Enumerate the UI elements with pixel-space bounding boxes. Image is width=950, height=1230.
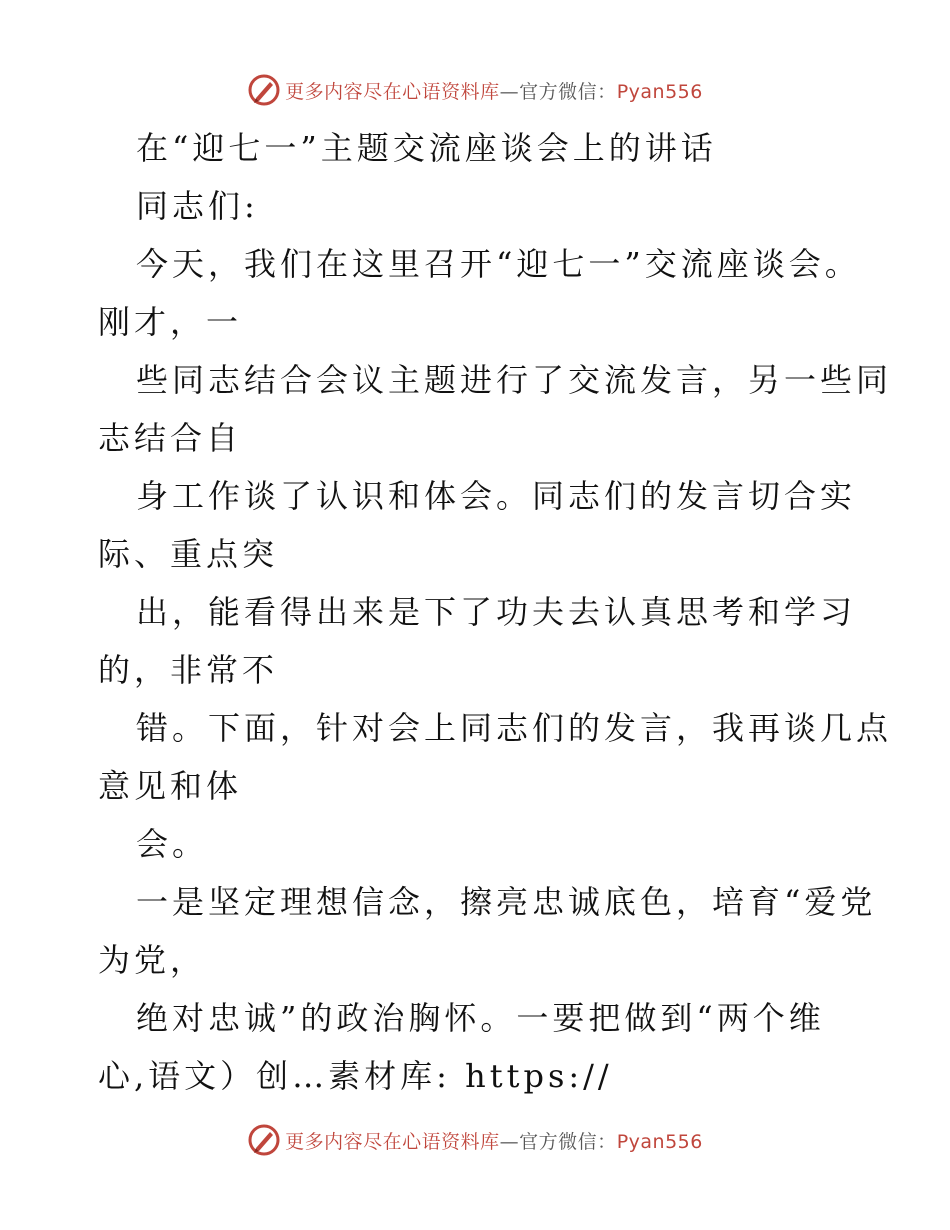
text-line: 身工作谈了认识和体会。同志们的发言切合实	[136, 477, 857, 515]
text-line: 错。下面，针对会上同志们的发言，我再谈几点	[136, 709, 893, 747]
watermark-separator: —	[499, 80, 520, 103]
text-line: 出，能看得出来是下了功夫去认真思考和学习	[136, 593, 857, 631]
document-title: 在“迎七一”主题交流座谈会上的讲话	[136, 129, 717, 167]
text-line: 际、重点突	[98, 535, 279, 573]
footer-watermark	[0, 1118, 950, 1162]
text-line: 刚才，一	[98, 303, 243, 341]
watermark-text	[285, 77, 703, 104]
pen-logo-icon	[247, 1123, 281, 1157]
header-watermark	[0, 68, 950, 112]
text-line: 些同志结合会议主题进行了交流发言，另一些同	[136, 361, 893, 399]
text-line: 绝对忠诚”的政治胸怀。一要把做到“两个维	[136, 999, 825, 1037]
watermark-text	[285, 1127, 703, 1154]
text-line: 心,语文）创…素材库: https://	[98, 1057, 613, 1095]
text-line: 会。	[136, 825, 209, 863]
salutation: 同志们:	[136, 187, 259, 225]
text-line: 的，非常不	[98, 651, 279, 689]
watermark-wechat-id: Pyan556	[616, 80, 703, 103]
watermark-wechat-label: 官方微信：	[519, 1130, 617, 1153]
text-line: 意见和体	[98, 767, 243, 805]
watermark-wechat-label: 官方微信：	[519, 80, 617, 103]
text-line: 志结合自	[98, 419, 243, 457]
text-line: 今天，我们在这里召开“迎七一”交流座谈会。	[136, 245, 861, 283]
pen-logo-icon	[247, 73, 281, 107]
watermark-separator: —	[499, 1130, 520, 1153]
text-line: 一是坚定理想信念，擦亮忠诚底色，培育“爱党	[136, 883, 877, 921]
watermark-site: 更多内容尽在心语资料库	[285, 80, 500, 103]
text-line: 为党，	[98, 941, 207, 979]
watermark-wechat-id: Pyan556	[616, 1130, 703, 1153]
watermark-site: 更多内容尽在心语资料库	[285, 1130, 500, 1153]
